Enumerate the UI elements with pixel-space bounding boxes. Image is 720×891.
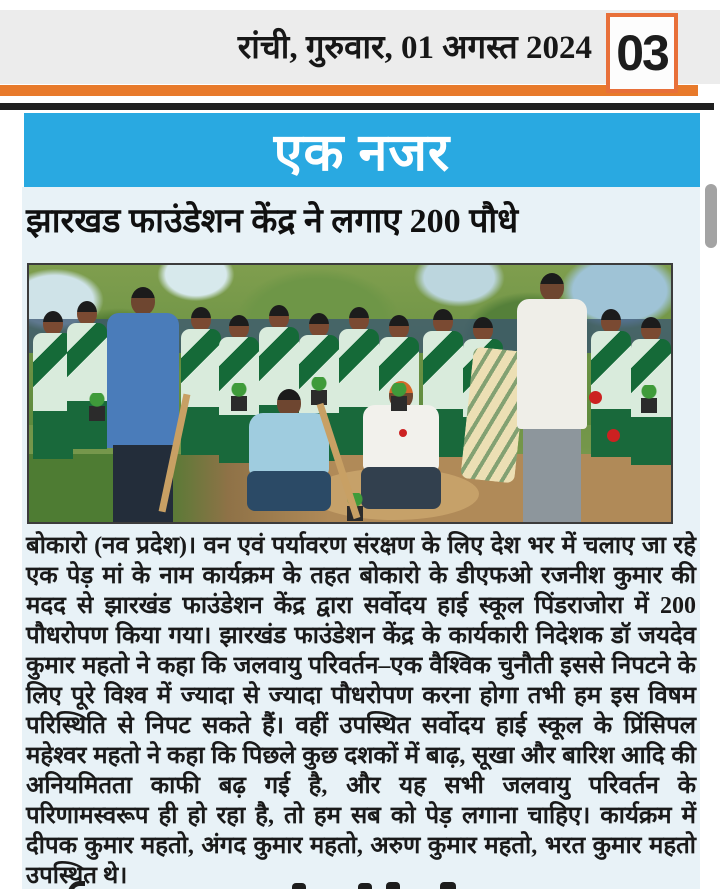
page-number: 03 (616, 25, 668, 81)
sapling (89, 393, 105, 421)
article-headline: झारखड फाउंडेशन केंद्र ने लगाए 200 पौधे (26, 203, 519, 240)
glyph-fragment (68, 881, 85, 889)
sapling (231, 383, 247, 411)
article-body (26, 531, 696, 891)
section-banner-title: एक नजर (273, 124, 451, 182)
sapling (641, 385, 657, 413)
masthead-orange-rule (0, 85, 698, 96)
standing-man-white-tee (515, 273, 589, 523)
article-body-text: वन एवं पर्यावरण संरक्षण के लिए देश भर में चलाए जा रहे एक पेड़ मां के नाम कार्यक्रम के तहत बोकारो के डीएफओ रजनीश कुमार की मदद से झारखंड फाउंडेशन केंद्र द्वारा सर्वोदय हाई स्कूल पिंडराजोरा में 200 पौधरोपण किया गया। झारखंड फाउंडेशन केंद्र के कार्यकारी निदेशक डॉ जयदेव कुमार महतो ने कहा कि जलवायु परिवर्तन–एक वैश्विक चुनौती इससे निपटने के लिए पूरे विश्व में ज्यादा से ज्यादा पौधरोपण करना होगा तभी हम इस विषम परिस्थिति से निपट सकते हैं। वहीं उपस्थित सर्वोदय हाई स्कूल के प्रिंसिपल महेश्वर महतो ने कहा कि पिछले कुछ दशकों में बाढ़, सूखा और बारिश आदि की अनियमितता काफी बढ़ गई है, और यह सभी जलवायु परिवर्तन के परिणामस्वरूप ही हो रहा है, तो हम सब को पेड़ लगाना चाहिए। कार्यक्रम में दीपक कुमार महतो, अंगद कुमार महतो, अरुण कुमार महतो, भरत कुमार महतो उपस्थित थे। (26, 533, 696, 889)
red-flower (589, 391, 602, 404)
sapling (311, 377, 327, 405)
sapling (391, 383, 407, 411)
blue-shirt (107, 313, 179, 448)
glyph-fragment (292, 883, 306, 889)
masthead-date: रांची, गुरुवार, 01 अगस्त 2024 (237, 30, 592, 66)
glyph-fragment (386, 882, 400, 889)
red-badge (399, 429, 407, 437)
top-black-rule (0, 103, 714, 110)
white-tshirt (517, 299, 587, 429)
section-banner (24, 113, 700, 187)
grey-pants (523, 429, 581, 523)
page-number-box (606, 13, 678, 93)
glyph-fragment (440, 882, 456, 889)
dark-pants (361, 467, 441, 509)
teal-tshirt (249, 413, 329, 475)
scrollbar-thumb[interactable] (705, 184, 717, 248)
student-figure (65, 301, 109, 451)
jeans (247, 471, 331, 511)
next-headline-cropped-fragment (40, 877, 660, 889)
red-flower (607, 429, 620, 442)
white-shirt (363, 405, 439, 471)
article-dateline: बोकारो (नव प्रदेश)। (26, 533, 197, 559)
glyph-fragment (358, 883, 372, 889)
article-photo (27, 263, 673, 524)
